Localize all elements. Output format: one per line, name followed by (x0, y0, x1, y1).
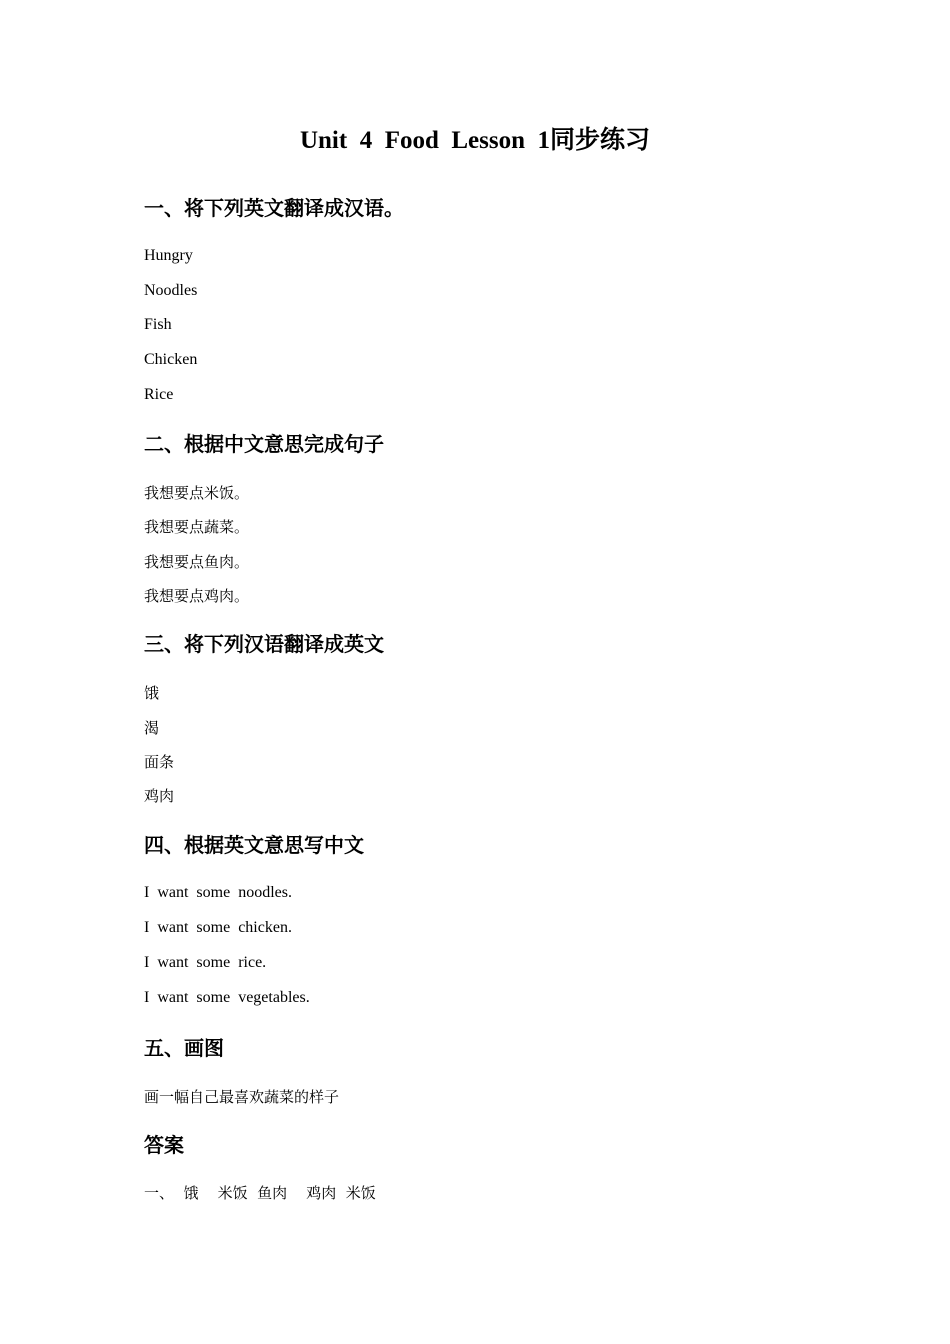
section-2-item: 我想要点鸡肉。 (144, 587, 250, 605)
section-1-item: Chicken (144, 351, 198, 368)
section-1-heading: 一、将下列英文翻译成汉语。 (144, 196, 404, 220)
section-3-item: 渴 (144, 719, 160, 737)
section-4-item: I want some noodles. (144, 884, 292, 901)
section-2-item: 我想要点蔬菜。 (144, 518, 250, 536)
section-1-item: Rice (144, 386, 174, 403)
section-2-item: 我想要点米饭。 (144, 484, 250, 502)
section-3-item: 鸡肉 (144, 787, 175, 805)
answers-heading: 答案 (144, 1133, 184, 1157)
section-4-heading: 四、根据英文意思写中文 (144, 833, 364, 857)
section-4-item: I want some rice. (144, 954, 267, 971)
document-title: Unit 4 Food Lesson 1同步练习 (299, 127, 651, 154)
section-1-item: Fish (144, 316, 172, 333)
section-1-item: Noodles (144, 282, 198, 299)
section-3-heading: 三、将下列汉语翻译成英文 (144, 632, 384, 656)
answers-line: 一、 饿 米饭 鱼肉 鸡肉 米饭 (144, 1184, 376, 1202)
section-5-item: 画一幅自己最喜欢蔬菜的样子 (144, 1088, 340, 1106)
section-3-item: 饿 (144, 684, 160, 702)
section-5-heading: 五、画图 (144, 1036, 224, 1060)
section-1-item: Hungry (144, 247, 193, 264)
section-2-item: 我想要点鱼肉。 (144, 553, 250, 571)
section-3-item: 面条 (144, 753, 175, 771)
section-4-item: I want some chicken. (144, 919, 292, 936)
section-2-heading: 二、根据中文意思完成句子 (144, 432, 384, 456)
section-4-item: I want some vegetables. (144, 989, 310, 1006)
